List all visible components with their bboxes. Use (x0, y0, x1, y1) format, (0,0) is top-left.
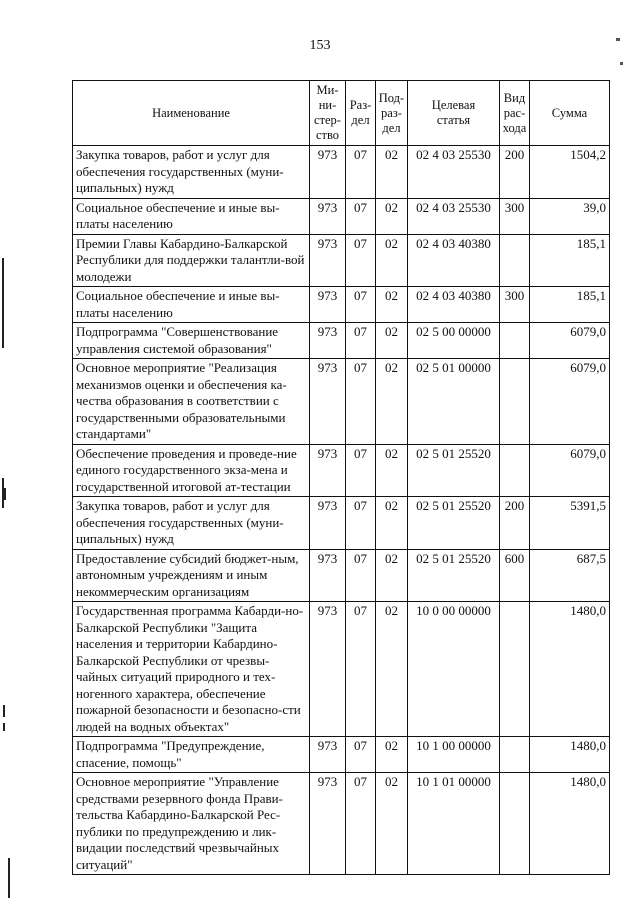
cell-expense-type: 200 (500, 146, 530, 199)
cell-section: 07 (346, 287, 376, 323)
cell-section: 07 (346, 497, 376, 550)
cell-amount: 6079,0 (530, 359, 610, 445)
header-row (73, 81, 610, 146)
cell-name: Предоставление субсидий бюджет-ным, автономным учреждениям и иным некоммерческим организациям (73, 549, 310, 602)
cell-amount: 185,1 (530, 234, 610, 287)
cell-subsection: 02 (376, 359, 408, 445)
table-row (73, 198, 610, 234)
cell-ministry: 973 (310, 549, 346, 602)
cell-name: Основное мероприятие "Управление средствами резервного фонда Прави-тельства Кабардино-Балкарской Рес-публики по предупреждению и лик-видации последствий чрезвычайных ситуаций" (73, 773, 310, 875)
cell-subsection: 02 (376, 287, 408, 323)
table-row (73, 146, 610, 199)
cell-subsection: 02 (376, 602, 408, 737)
page-number: 153 (309, 38, 331, 53)
table-row (73, 287, 610, 323)
cell-amount: 39,0 (530, 198, 610, 234)
cell-ministry: 973 (310, 198, 346, 234)
cell-ministry: 973 (310, 287, 346, 323)
table-row (73, 773, 610, 875)
cell-expense-type (500, 234, 530, 287)
table-row (73, 549, 610, 602)
cell-ministry: 973 (310, 359, 346, 445)
scan-dot-right-top (616, 38, 620, 41)
cell-ministry: 973 (310, 497, 346, 550)
header-expense-type-text: Вид рас- хода (502, 90, 527, 135)
cell-amount: 687,5 (530, 549, 610, 602)
cell-section: 07 (346, 549, 376, 602)
header-target-text: Целевая статья (431, 98, 476, 127)
cell-name: Обеспечение проведения и проведе-ние единого государственного экза-мена и государственной итоговой ат-тестации (73, 444, 310, 497)
cell-section: 07 (346, 323, 376, 359)
cell-target-article: 02 4 03 25530 (408, 198, 500, 234)
cell-ministry: 973 (310, 602, 346, 737)
cell-expense-type: 300 (500, 287, 530, 323)
header-name: Наименование (73, 81, 310, 146)
cell-subsection: 02 (376, 146, 408, 199)
header-amount: Сумма (530, 81, 610, 146)
cell-ministry: 973 (310, 323, 346, 359)
cell-name: Основное мероприятие "Реализация механизмов оценки и обеспечения ка-чества образования в соответствии с государственными образовательными стандартами" (73, 359, 310, 445)
cell-subsection: 02 (376, 323, 408, 359)
cell-expense-type (500, 444, 530, 497)
cell-amount: 6079,0 (530, 444, 610, 497)
cell-name: Премии Главы Кабардино-Балкарской Республики для поддержки талантли-вой молодежи (73, 234, 310, 287)
cell-amount: 1504,2 (530, 146, 610, 199)
cell-section: 07 (346, 602, 376, 737)
header-target-article (408, 81, 500, 146)
cell-name: Закупка товаров, работ и услуг для обеспечения государственных (муни-ципальных) нужд (73, 497, 310, 550)
table-row (73, 602, 610, 737)
cell-name: Закупка товаров, работ и услуг для обеспечения государственных (муни-ципальных) нужд (73, 146, 310, 199)
cell-section: 07 (346, 773, 376, 875)
cell-amount: 5391,5 (530, 497, 610, 550)
cell-expense-type (500, 359, 530, 445)
cell-expense-type (500, 737, 530, 773)
cell-target-article: 10 0 00 00000 (408, 602, 500, 737)
scan-dot-right-mid (620, 62, 623, 65)
cell-target-article: 02 5 01 00000 (408, 359, 500, 445)
cell-name: Подпрограмма "Предупреждение, спасение, помощь" (73, 737, 310, 773)
cell-subsection: 02 (376, 444, 408, 497)
cell-subsection: 02 (376, 773, 408, 875)
header-ministry (310, 81, 346, 146)
cell-expense-type: 300 (500, 198, 530, 234)
cell-ministry: 973 (310, 146, 346, 199)
scan-mark-left-mid2 (4, 488, 6, 500)
cell-name: Социальное обеспечение и иные вы-платы населению (73, 198, 310, 234)
scan-mark-left-low (3, 705, 5, 717)
cell-target-article: 02 5 01 25520 (408, 444, 500, 497)
cell-target-article: 02 4 03 40380 (408, 234, 500, 287)
cell-target-article: 10 1 00 00000 (408, 737, 500, 773)
header-expense-type (500, 81, 530, 146)
scan-mark-left-top (2, 258, 4, 348)
cell-target-article: 10 1 01 00000 (408, 773, 500, 875)
cell-name: Государственная программа Кабарди-но-Балкарской Республики "Защита населения и территории Кабардино-Балкарской Республики от чрезвы-чайных ситуаций природного и тех-ногенного характера, обеспечение пожарной безопасности и безопасно-сти людей на водных объектах" (73, 602, 310, 737)
table-row (73, 323, 610, 359)
cell-section: 07 (346, 234, 376, 287)
cell-target-article: 02 4 03 25530 (408, 146, 500, 199)
cell-subsection: 02 (376, 737, 408, 773)
cell-expense-type (500, 323, 530, 359)
cell-section: 07 (346, 737, 376, 773)
header-ministry-text: Ми- ни- стер- ство (314, 83, 341, 142)
cell-ministry: 973 (310, 234, 346, 287)
cell-target-article: 02 5 00 00000 (408, 323, 500, 359)
cell-expense-type (500, 773, 530, 875)
cell-target-article: 02 5 01 25520 (408, 497, 500, 550)
header-section-text: Раз- дел (349, 98, 372, 127)
table-row (73, 444, 610, 497)
scan-mark-left-bottom (8, 858, 10, 898)
cell-ministry: 973 (310, 773, 346, 875)
cell-amount: 185,1 (530, 287, 610, 323)
cell-target-article: 02 4 03 40380 (408, 287, 500, 323)
cell-amount: 1480,0 (530, 737, 610, 773)
cell-section: 07 (346, 359, 376, 445)
cell-expense-type: 600 (500, 549, 530, 602)
header-section (346, 81, 376, 146)
header-subsection-text: Под- раз- дел (378, 90, 405, 135)
cell-amount: 1480,0 (530, 773, 610, 875)
scan-mark-left-low2 (3, 723, 5, 731)
cell-subsection: 02 (376, 497, 408, 550)
cell-name: Подпрограмма "Совершенствование управления системой образования" (73, 323, 310, 359)
cell-target-article: 02 5 01 25520 (408, 549, 500, 602)
header-subsection (376, 81, 408, 146)
cell-section: 07 (346, 146, 376, 199)
cell-ministry: 973 (310, 737, 346, 773)
cell-subsection: 02 (376, 549, 408, 602)
table-row (73, 497, 610, 550)
cell-ministry: 973 (310, 444, 346, 497)
cell-subsection: 02 (376, 234, 408, 287)
table-row (73, 359, 610, 445)
cell-expense-type: 200 (500, 497, 530, 550)
cell-expense-type (500, 602, 530, 737)
cell-amount: 6079,0 (530, 323, 610, 359)
cell-name: Социальное обеспечение и иные вы-платы населению (73, 287, 310, 323)
table-row (73, 737, 610, 773)
cell-section: 07 (346, 198, 376, 234)
cell-subsection: 02 (376, 198, 408, 234)
cell-amount: 1480,0 (530, 602, 610, 737)
cell-section: 07 (346, 444, 376, 497)
table-row (73, 234, 610, 287)
budget-table (72, 80, 610, 875)
